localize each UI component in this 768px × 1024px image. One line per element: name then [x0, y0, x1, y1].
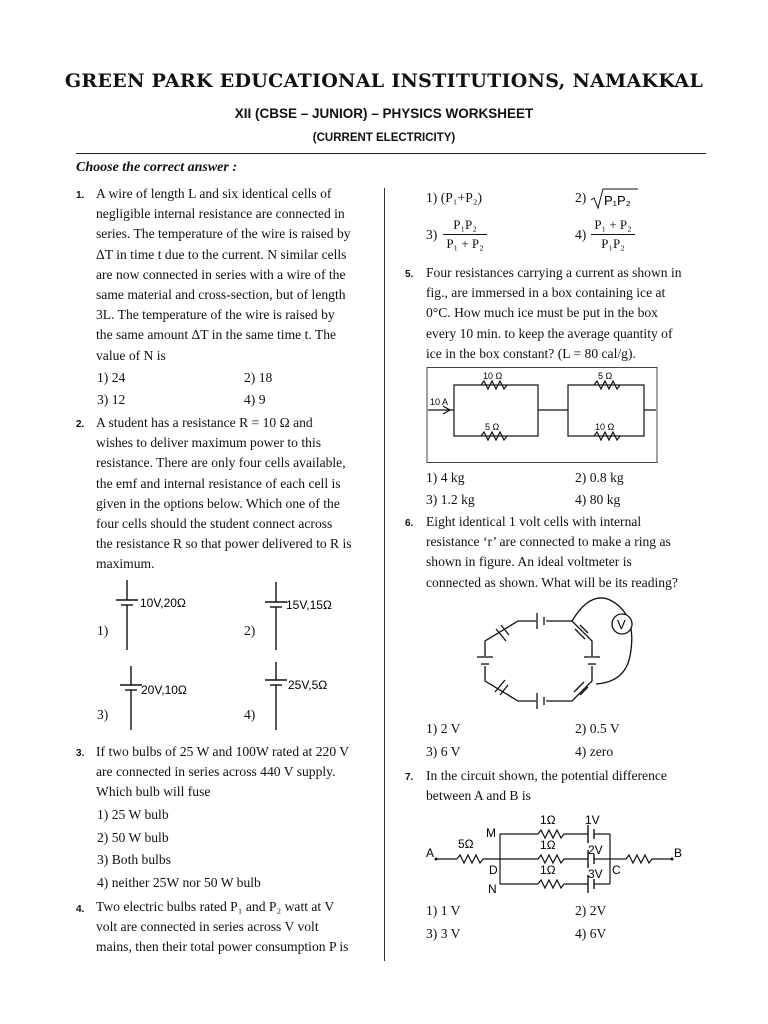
- fraction-4: P₁ + P₂ P₁P₂: [591, 216, 635, 253]
- question-number: 1.: [76, 190, 85, 201]
- svg-text:1Ω: 1Ω: [540, 863, 556, 877]
- cell-label-4: 25V,5Ω: [288, 678, 328, 692]
- svg-text:5 Ω: 5 Ω: [485, 422, 500, 432]
- cell-ring-circuit: [470, 596, 646, 720]
- option: 2): [244, 623, 256, 638]
- cell-options-figure: [110, 578, 370, 738]
- option: 1) 1 V: [426, 903, 461, 918]
- svg-text:1Ω: 1Ω: [540, 813, 556, 827]
- option: 4) 80 kg: [575, 492, 621, 507]
- svg-text:M: M: [486, 826, 496, 840]
- svg-text:B: B: [674, 846, 683, 860]
- svg-text:10 Ω: 10 Ω: [483, 371, 503, 381]
- option: 1) 25 W bulb: [97, 807, 169, 822]
- question-4-text: Two electric bulbs rated P₁ and P₂ watt at V volt are connected in series across V volt mains, then their total power consumption P is: [96, 899, 349, 955]
- option: 2) 0.8 kg: [575, 470, 624, 485]
- option: 4) 9: [244, 392, 266, 407]
- cell-label-1: 10V,20Ω: [140, 596, 186, 610]
- svg-text:2V: 2V: [588, 843, 603, 857]
- instruction: Choose the correct answer :: [76, 160, 237, 175]
- svg-text:5 Ω: 5 Ω: [598, 371, 613, 381]
- question-number: 3.: [76, 748, 85, 759]
- option: 2): [575, 190, 587, 205]
- option: 2) 0.5 V: [575, 721, 620, 736]
- header-divider: [76, 153, 706, 154]
- ice-box-circuit: [426, 367, 658, 463]
- option: 3) Both bulbs: [97, 852, 172, 867]
- question-7-text: In the circuit shown, the potential difference between A and B is: [426, 768, 667, 804]
- sqrt-formula: [590, 186, 640, 212]
- fraction-3: P₁P₂ P₁ + P₂: [443, 216, 487, 253]
- cell-label-3: 20V,10Ω: [141, 683, 187, 697]
- option: 1) (P₁+P₂): [426, 190, 483, 205]
- question-2-text: A student has a resistance R = 10 Ω and wishes to deliver maximum power to this resistance. There are only four cells available, the emf and internal resistance of each cell is given in the options below. Which one of the four cells should the student connect across the resistance R so that power delivered to R is maximum.: [96, 415, 352, 572]
- svg-text:10 Ω: 10 Ω: [595, 422, 615, 432]
- option: 3) 1.2 kg: [426, 492, 475, 507]
- svg-text:5Ω: 5Ω: [458, 837, 474, 851]
- option: 1) 2 V: [426, 721, 461, 736]
- svg-text:N: N: [488, 882, 497, 896]
- svg-text:P₁P₂: P₁P₂: [604, 193, 631, 208]
- option: 4): [575, 227, 587, 242]
- option: 4) zero: [575, 744, 614, 759]
- question-number: 7.: [405, 772, 414, 783]
- svg-text:V: V: [617, 617, 626, 632]
- option: 3): [97, 707, 109, 722]
- question-5-text: Four resistances carrying a current as shown in fig., are immersed in a box containing ice at 0°C. How much ice must be put in the box every 10 min. to keep the average quantity of ice in the box constant? (L = 80 cal/g).: [426, 265, 682, 361]
- institution-title: GREEN PARK EDUCATIONAL INSTITUTIONS, NAMAKKAL: [64, 70, 704, 92]
- option: 4): [244, 707, 256, 722]
- svg-text:A: A: [426, 846, 435, 860]
- topic-title: (CURRENT ELECTRICITY): [312, 132, 456, 144]
- option: 2) 18: [244, 370, 273, 385]
- option: 2) 2V: [575, 903, 607, 918]
- option: 1) 4 kg: [426, 470, 465, 485]
- question-number: 6.: [405, 518, 414, 529]
- question-1-text: A wire of length L and six identical cells of negligible internal resistance are connected in series. The temperature of the wire is raised by ΔT in time t due to the current. N similar cells are now connected in series with a wire of the same material and cross-section, but of length 3L. The temperature of the wire is raised by the same amount ΔT in the same time t. The value of N is: [96, 186, 351, 363]
- worksheet-title: XII (CBSE – JUNIOR) – PHYSICS WORKSHEET: [234, 106, 534, 121]
- question-3-text: If two bulbs of 25 W and 100W rated at 220 V are connected in series across 440 V supply. Which bulb will fuse: [96, 744, 350, 800]
- question-number: 5.: [405, 269, 414, 280]
- svg-text:3V: 3V: [588, 867, 603, 881]
- question-6-text: Eight identical 1 volt cells with internal resistance ‘r’ are connected to make a ring as shown in figure. An ideal voltmeter is connected as shown. What will be its reading?: [426, 514, 678, 590]
- option: 3) 12: [97, 392, 126, 407]
- svg-text:1V: 1V: [585, 813, 600, 827]
- potential-difference-circuit: [422, 812, 692, 896]
- svg-text:C: C: [612, 863, 621, 877]
- option: 2) 50 W bulb: [97, 830, 169, 845]
- option: 3): [426, 227, 438, 242]
- option: 1): [97, 623, 109, 638]
- column-divider: [384, 188, 385, 961]
- svg-text:10 A: 10 A: [430, 397, 449, 407]
- svg-text:D: D: [489, 863, 498, 877]
- option: 3) 6 V: [426, 744, 461, 759]
- question-number: 2.: [76, 419, 85, 430]
- option: 4) 6V: [575, 926, 607, 941]
- option: 1) 24: [97, 370, 126, 385]
- svg-text:1Ω: 1Ω: [540, 838, 556, 852]
- cell-label-2: 15V,15Ω: [286, 598, 332, 612]
- question-number: 4.: [76, 904, 85, 915]
- option: 3) 3 V: [426, 926, 461, 941]
- option: 4) neither 25W nor 50 W bulb: [97, 875, 261, 890]
